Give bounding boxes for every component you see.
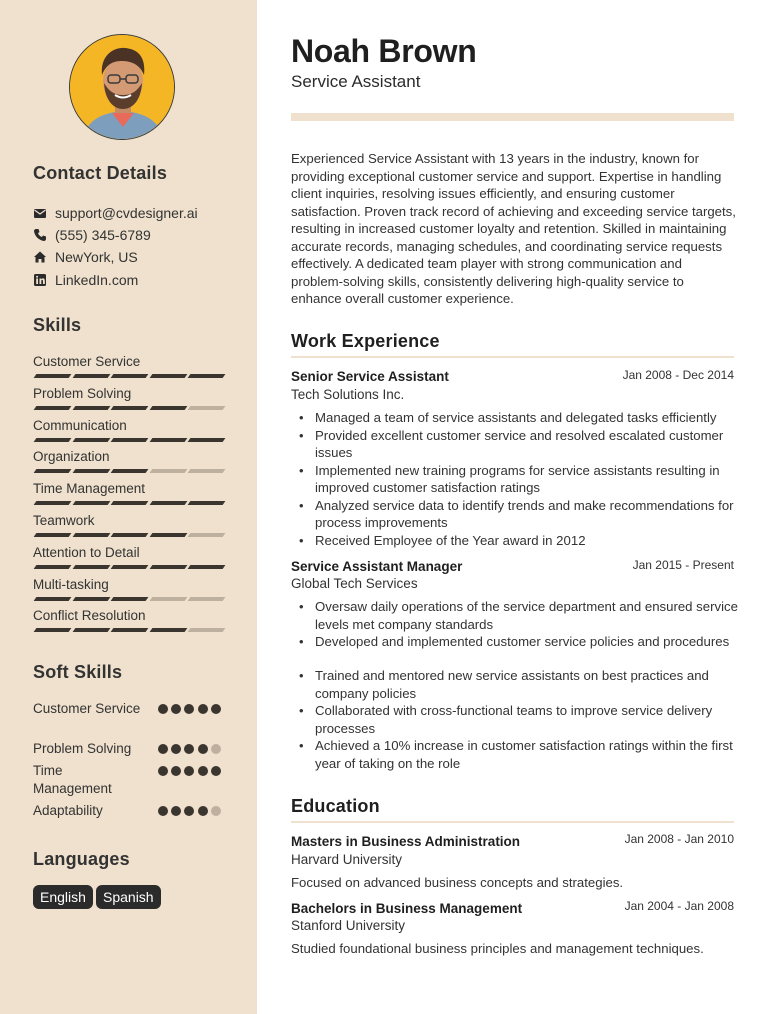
education-heading: Education <box>291 796 380 816</box>
rating-dot-filled <box>158 766 168 776</box>
skill-level-bars <box>33 469 223 474</box>
skill-bar-filled <box>72 533 110 537</box>
education-date: Jan 2008 - Jan 2010 <box>624 832 734 846</box>
job-title: Service Assistant Manager <box>291 559 463 574</box>
skill-bar-filled <box>34 374 72 378</box>
rating-dot-filled <box>171 766 181 776</box>
soft-skill-item <box>33 700 225 718</box>
skill-bar-filled <box>34 597 72 601</box>
skill-level-bars <box>33 565 223 570</box>
skill-level-bars <box>33 406 223 411</box>
list-item: • Received Employee of the Year award in 2012 <box>291 532 739 550</box>
skill-label: Attention to Detail <box>33 544 140 560</box>
phone-icon <box>33 228 47 242</box>
education-description: Studied foundational business principles and management techniques. <box>291 941 704 956</box>
rating-dot-filled <box>158 806 168 816</box>
skill-bar-filled <box>149 501 187 505</box>
skill-level-bars <box>33 597 223 602</box>
list-item: • Developed and implemented customer service policies and procedures <box>291 633 739 651</box>
skill-bar-filled <box>149 533 187 537</box>
skill-bar-filled <box>188 374 226 378</box>
soft-skill-label: Adaptability <box>33 803 103 818</box>
skill-bar-filled <box>34 501 72 505</box>
skill-item <box>33 544 223 572</box>
avatar-portrait <box>70 35 175 140</box>
person-role: Service Assistant <box>291 72 421 91</box>
skill-bar-filled <box>188 438 226 442</box>
rating-dot-filled <box>158 704 168 714</box>
education-degree: Bachelors in Business Management <box>291 901 523 916</box>
skill-bar-filled <box>72 406 110 410</box>
list-item: • Implemented new training programs for service assistants resulting in improved customer satisfaction ratings <box>291 462 739 497</box>
skill-level-bars <box>33 533 223 538</box>
list-item: • Analyzed service data to identify trends and make recommendations for process improvements <box>291 497 739 532</box>
skill-bar-filled <box>34 438 72 442</box>
soft-skill-item <box>33 802 225 820</box>
skill-label: Communication <box>33 417 127 433</box>
skill-bar-filled <box>111 533 149 537</box>
soft-skill-label: Problem Solving <box>33 741 132 756</box>
list-item: • Achieved a 10% increase in customer satisfaction ratings within the first year of taking on the role <box>291 737 739 772</box>
job-company: Tech Solutions Inc. <box>291 387 405 402</box>
rating-dot-filled <box>184 704 194 714</box>
rating-dot-filled <box>171 704 181 714</box>
skill-bar-filled <box>34 628 72 632</box>
language-pill: English <box>33 885 93 909</box>
skill-bar-empty <box>188 597 226 601</box>
header-divider <box>291 113 734 121</box>
skill-bar-empty <box>188 406 226 410</box>
education-date: Jan 2004 - Jan 2008 <box>624 899 734 913</box>
job-title: Senior Service Assistant <box>291 369 449 384</box>
skill-bar-filled <box>72 501 110 505</box>
skill-label: Time Management <box>33 481 146 497</box>
soft-skill-item <box>33 740 225 758</box>
skill-bar-filled <box>149 406 187 410</box>
skill-bar-filled <box>111 469 149 473</box>
job-bullets <box>291 409 739 549</box>
home-icon <box>33 250 47 264</box>
rating-dot-filled <box>171 744 181 754</box>
contact-heading: Contact Details <box>33 163 168 183</box>
skill-bar-filled <box>72 438 110 442</box>
list-item: • Trained and mentored new service assistants on best practices and company policies <box>291 667 739 702</box>
skill-bar-empty <box>149 469 187 473</box>
education-divider <box>291 821 734 823</box>
skill-level-bars <box>33 628 223 633</box>
skill-item <box>33 480 223 508</box>
rating-dot-filled <box>171 806 181 816</box>
skill-label: Conflict Resolution <box>33 608 146 624</box>
skill-bar-empty <box>149 597 187 601</box>
rating-dot-filled <box>211 704 221 714</box>
rating-dot-filled <box>184 766 194 776</box>
skill-bar-filled <box>149 374 187 378</box>
skill-bar-filled <box>72 597 110 601</box>
list-item: • Collaborated with cross-functional teams to improve service delivery processes <box>291 702 739 737</box>
work-divider <box>291 356 734 358</box>
skill-item <box>33 417 223 445</box>
skill-bar-filled <box>111 628 149 632</box>
languages-heading: Languages <box>33 849 130 869</box>
soft-skill-label: Customer Service <box>33 701 141 716</box>
rating-dot-filled <box>198 744 208 754</box>
contact-phone-text: (555) 345-6789 <box>55 227 151 243</box>
skill-bar-filled <box>111 501 149 505</box>
skill-level-bars <box>33 438 223 443</box>
skill-bar-filled <box>188 501 226 505</box>
skill-bar-filled <box>34 406 72 410</box>
job-date: Jan 2008 - Dec 2014 <box>622 368 734 382</box>
skill-bar-filled <box>149 628 187 632</box>
education-school: Harvard University <box>291 852 403 867</box>
skill-bar-filled <box>72 628 110 632</box>
rating-dot-filled <box>198 704 208 714</box>
summary-text: Experienced Service Assistant with 13 years in the industry, known for providing exceptional customer service and support. Expertise in handling client inquiries, resolving issues efficiently, and ensuring customer satisfaction. Proven track record of achieving and exceeding service targets, resulting in increased customer loyalty and retention. Skilled in maintaining accurate records, managing schedules, and coordinating service requests effectively. A dedicated team player with strong communication and problem-solving skills, consistently delivering high-quality service to enhance overall customer experience. <box>291 151 736 306</box>
skill-bar-filled <box>111 374 149 378</box>
contact-email[interactable] <box>33 204 198 222</box>
skill-bar-filled <box>188 565 226 569</box>
skill-bar-filled <box>72 469 110 473</box>
rating-dot-filled <box>198 766 208 776</box>
list-item: • Oversaw daily operations of the service department and ensured service levels met company standards <box>291 598 739 633</box>
skill-item <box>33 607 223 635</box>
contact-email-text: support@cvdesigner.ai <box>55 205 198 221</box>
skill-bar-filled <box>34 533 72 537</box>
skill-bar-filled <box>72 565 110 569</box>
education-description: Focused on advanced business concepts and strategies. <box>291 875 624 890</box>
job-company: Global Tech Services <box>291 576 418 591</box>
job-bullets <box>291 598 739 651</box>
rating-dot-filled <box>184 806 194 816</box>
skill-item <box>33 385 223 413</box>
contact-location <box>33 248 138 266</box>
contact-linkedin[interactable] <box>33 271 138 289</box>
skill-bar-filled <box>111 406 149 410</box>
avatar <box>69 34 175 140</box>
skill-label: Organization <box>33 449 110 465</box>
rating-dot-filled <box>158 744 168 754</box>
list-item: • Provided excellent customer service and resolved escalated customer issues <box>291 427 739 462</box>
rating-dot-filled <box>184 744 194 754</box>
skill-label: Teamwork <box>33 513 95 528</box>
language-pill: Spanish <box>96 885 161 909</box>
skills-heading: Skills <box>33 315 82 335</box>
skill-label: Customer Service <box>33 354 141 369</box>
skill-bar-filled <box>111 438 149 442</box>
person-name: Noah Brown <box>291 33 477 69</box>
rating-dot-filled <box>198 806 208 816</box>
rating-dot-filled <box>211 766 221 776</box>
skill-item <box>33 512 223 540</box>
skill-level-bars <box>33 501 223 506</box>
skill-bar-filled <box>72 374 110 378</box>
skill-level-bars <box>33 374 223 379</box>
skill-item <box>33 353 223 381</box>
skill-bar-empty <box>188 533 226 537</box>
list-item: • Managed a team of service assistants and delegated tasks efficiently <box>291 409 739 427</box>
job-bullets <box>291 667 739 772</box>
skill-bar-filled <box>34 469 72 473</box>
rating-dot-empty <box>211 744 221 754</box>
skill-bar-filled <box>149 438 187 442</box>
soft-skills-heading: Soft Skills <box>33 662 123 682</box>
contact-linkedin-text: LinkedIn.com <box>55 272 139 288</box>
envelope-icon <box>33 206 47 220</box>
skill-item <box>33 576 223 604</box>
work-heading: Work Experience <box>291 331 440 351</box>
job-date: Jan 2015 - Present <box>632 558 734 572</box>
skill-bar-filled <box>34 565 72 569</box>
skill-item <box>33 448 223 476</box>
skill-bar-filled <box>111 565 149 569</box>
soft-skill-item <box>33 762 225 798</box>
contact-location-text: NewYork, US <box>55 249 138 265</box>
skill-bar-empty <box>188 628 226 632</box>
main-content <box>257 0 768 1014</box>
contact-phone[interactable] <box>33 226 151 244</box>
linkedin-icon <box>33 273 47 287</box>
skill-bar-filled <box>111 597 149 601</box>
sidebar <box>0 0 257 1014</box>
skill-bar-empty <box>188 469 226 473</box>
education-school: Stanford University <box>291 918 406 933</box>
soft-skill-label: Time Management <box>33 763 112 796</box>
rating-dot-empty <box>211 806 221 816</box>
education-degree: Masters in Business Administration <box>291 834 521 849</box>
skill-label: Problem Solving <box>33 385 132 401</box>
skill-label: Multi-tasking <box>33 576 109 592</box>
skill-bar-filled <box>149 565 187 569</box>
